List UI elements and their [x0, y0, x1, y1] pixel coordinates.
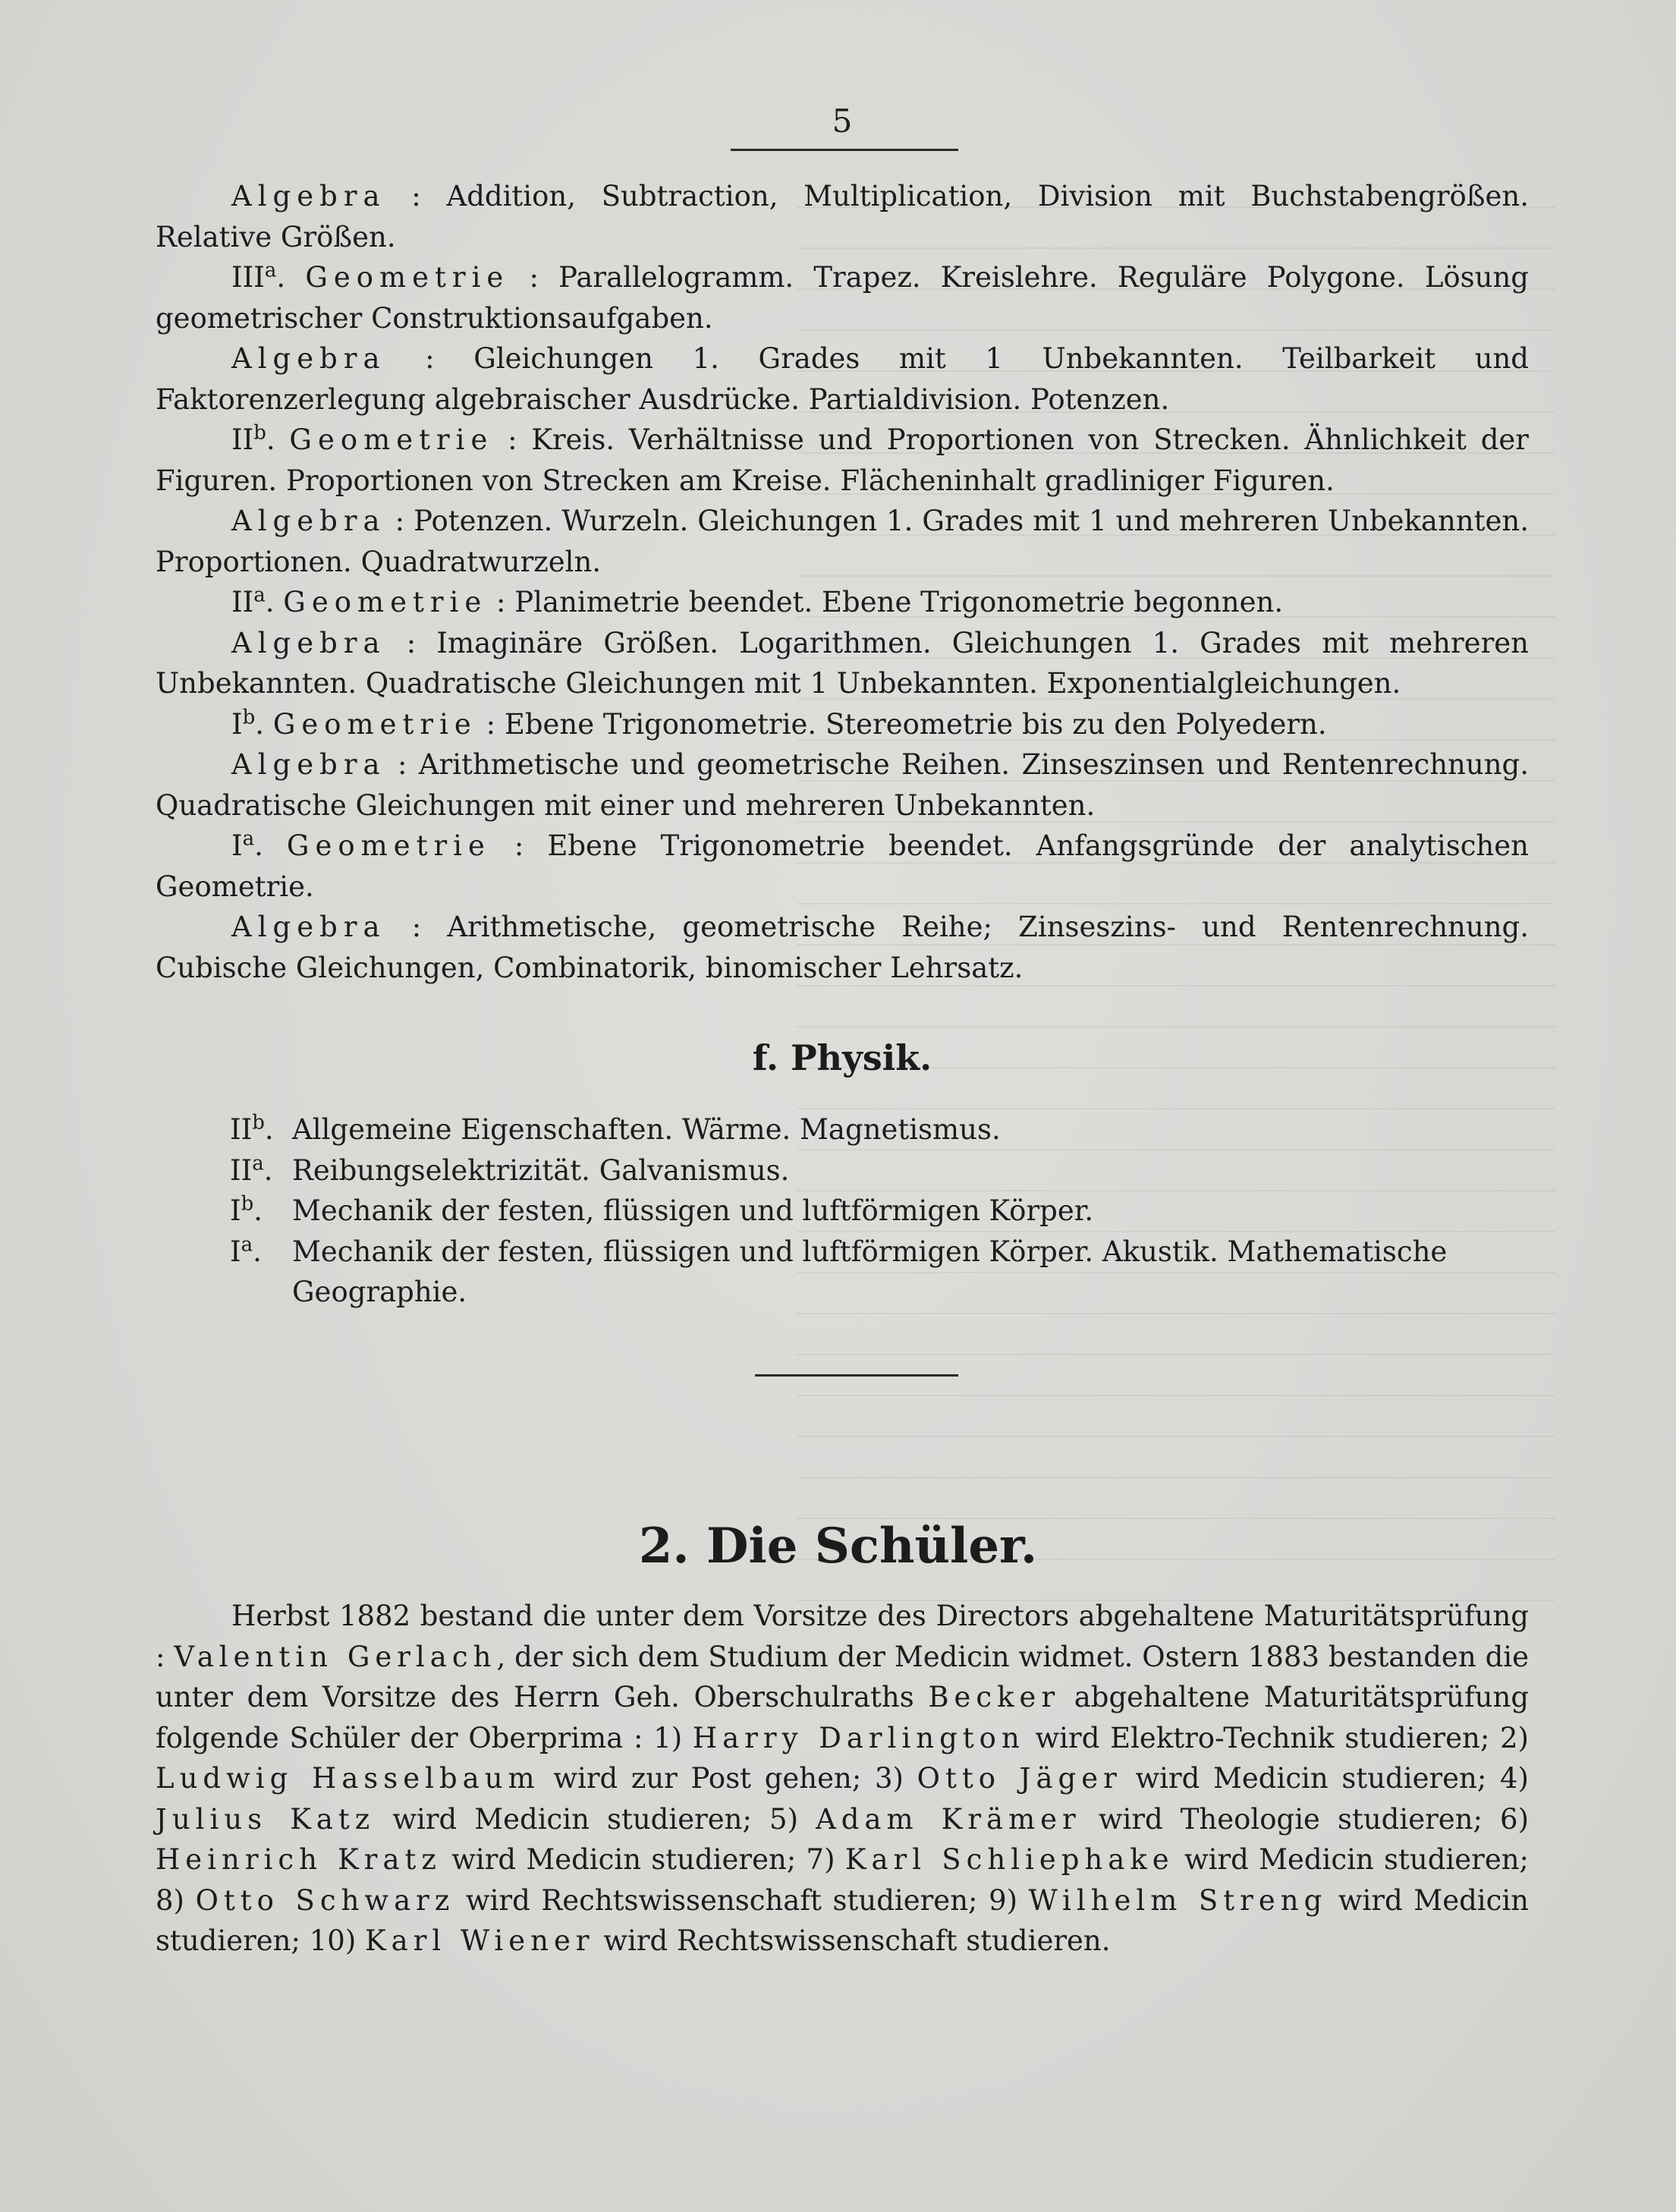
class-sup: a: [242, 827, 255, 851]
class-label: II: [231, 423, 254, 456]
curriculum-line: Algebra : Arithmetische, geometrische Reihe; Zinseszins- und Rentenrechnung. Cubische Gleichungen, Combinatorik, binomischer Lehrsatz.: [156, 911, 1529, 984]
curriculum-line: $I^b$. Geometrie : Ebene Trigonometrie. Stereometrie bis zu den Polyedern.: [231, 706, 1327, 741]
curriculum-section: [156, 176, 1529, 1313]
curriculum-line: Algebra : Arithmetische und geometrische Reihen. Zinseszinsen und Rentenrechnung. Quadratische Gleichungen mit einer und mehreren Unbekannten.: [156, 748, 1529, 822]
student-name: Heinrich Kratz: [156, 1843, 442, 1876]
curriculum-line: $I^a$. Geometrie : Ebene Trigonometrie beendet. Anfangsgründe der analytischen Geometrie.: [156, 827, 1529, 903]
physik-class: [230, 1109, 292, 1150]
physik-heading: f. Physik.: [752, 1037, 932, 1078]
subject-label: Algebra: [231, 748, 386, 781]
physik-text: Mechanik der festen, flüssigen und luftförmigen Körper.: [292, 1194, 1094, 1227]
text: abgehaltene Maturitätsprüfung folgende Schüler der Oberprima : 1): [156, 1681, 1530, 1754]
physik-line: [156, 1150, 1529, 1191]
curriculum-line: Algebra : Gleichungen 1. Grades mit 1 Unbekannten. Teilbarkeit und Faktorenzerlegung algebraischer Ausdrücke. Partialdivision. Potenzen.: [156, 342, 1529, 416]
topic-text: Gleichungen 1. Grades mit 1 Unbekannten. Teilbarkeit und Faktorenzerlegung algebraischer Ausdrücke. Partialdivision. Potenzen.: [156, 342, 1529, 416]
subject-label: Geometrie: [289, 423, 494, 456]
curriculum-line: $II^a$. Geometrie : Planimetrie beendet. Ebene Trigonometrie begonnen.: [231, 584, 1284, 618]
student-name: Wilhelm Streng: [1028, 1883, 1328, 1917]
class-sup: b: [253, 421, 266, 445]
class-label: I: [230, 1235, 241, 1268]
class-sup: a: [253, 584, 266, 607]
subject-label: Geometrie: [286, 829, 491, 862]
text: Herbst 1882 bestand die unter dem Vorsitze des Directors abgehaltene Maturitätsprüfung :: [156, 1600, 1529, 1673]
text: , der sich dem Studium der Medicin widmet. Ostern 1883 bestanden die unter dem Vorsitze des Herrn Geh. Oberschulraths: [156, 1640, 1530, 1713]
physik-class: [230, 1232, 292, 1313]
physik-line: [156, 1109, 1529, 1150]
topic-text: Imaginäre Größen. Logarithmen. Gleichungen 1. Grades mit mehreren Unbekannten. Quadratische Gleichungen mit 1 Unbekannten. Exponentialgleichungen.: [156, 626, 1529, 700]
class-dot: .: [263, 1153, 273, 1187]
student-name: Valentin Gerlach: [174, 1640, 497, 1673]
class-label: I: [231, 829, 243, 862]
topic-text: Addition, Subtraction, Multiplication, Division mit Buchstabengrößen. Relative Größen.: [156, 180, 1529, 253]
subject-label: Algebra: [231, 342, 386, 375]
class-sup: b: [241, 1192, 254, 1216]
header-rule: [731, 149, 958, 151]
topic-text: Planimetrie beendet. Ebene Trigonometrie begonnen.: [514, 586, 1284, 618]
student-name: Harry Darlington: [692, 1721, 1025, 1754]
physik-line: [156, 1191, 1529, 1232]
text: wird Rechtswissenschaft studieren.: [603, 1924, 1111, 1957]
topic-text: Parallelogramm. Trapez. Kreislehre. Reguläre Polygone. Lösung geometrischer Construktionsaufgaben.: [156, 261, 1529, 335]
subject-label: Algebra: [231, 911, 386, 943]
physik-text: Allgemeine Eigenschaften. Wärme. Magnetismus.: [292, 1113, 1001, 1146]
topic-text: Arithmetische und geometrische Reihen. Zinseszinsen und Rentenrechnung. Quadratische Gleichungen mit einer und mehreren Unbekannten.: [156, 748, 1529, 822]
student-name: Karl Wiener: [365, 1924, 595, 1957]
physik-line: [156, 1232, 1529, 1313]
physik-class: [230, 1150, 292, 1191]
text: wird Medicin studieren; 8): [156, 1843, 1530, 1917]
class-label: I: [230, 1194, 241, 1227]
schueler-heading: 2. Die Schüler.: [638, 1518, 1038, 1575]
student-name: Karl Schliephake: [844, 1843, 1174, 1876]
student-name: Ludwig Hasselbaum: [156, 1762, 540, 1795]
class-sup: a: [241, 1233, 253, 1257]
subject-label: Geometrie: [305, 261, 510, 294]
curriculum-line: Algebra : Potenzen. Wurzeln. Gleichungen 1. Grades mit 1 und mehreren Unbekannten. Proportionen. Quadratwurzeln.: [156, 505, 1529, 578]
class-sup: b: [252, 1111, 265, 1134]
subject-label: Geometrie: [283, 586, 488, 618]
topic-text: Kreis. Verhältnisse und Proportionen von Strecken. Ähnlichkeit der Figuren. Proportionen von Strecken am Kreise. Flächeninhalt gradliniger Figuren.: [156, 423, 1529, 497]
physik-text: Reibungselektrizität. Galvanismus.: [292, 1153, 790, 1187]
topic-text: Potenzen. Wurzeln. Gleichungen 1. Grades mit 1 und mehreren Unbekannten. Proportionen. Quadratwurzeln.: [156, 505, 1529, 578]
student-name: Julius Katz: [156, 1802, 376, 1836]
student-name: Adam Krämer: [816, 1802, 1081, 1836]
subject-label: Algebra: [231, 180, 386, 212]
class-dot: .: [253, 1235, 262, 1268]
curriculum-line: Algebra : Imaginäre Größen. Logarithmen. Gleichungen 1. Grades mit mehreren Unbekannten. Quadratische Gleichungen mit 1 Unbekannten. Exponentialgleichungen.: [156, 626, 1529, 700]
subject-label: Algebra: [231, 626, 386, 659]
text: wird Theologie studieren; 6): [1098, 1802, 1530, 1836]
text: wird Medicin studieren; 5): [392, 1802, 799, 1836]
section-rule: [755, 1374, 958, 1377]
topic-text: Ebene Trigonometrie. Stereometrie bis zu den Polyedern.: [504, 707, 1327, 741]
subject-label: Geometrie: [272, 707, 477, 741]
class-label: III: [231, 261, 265, 294]
subject-label: Algebra: [231, 505, 386, 537]
curriculum-line: $II^b$. Geometrie : Kreis. Verhältnisse und Proportionen von Strecken. Ähnlichkeit der Figuren. Proportionen von Strecken am Kreise. Flächeninhalt gradliniger Figuren.: [156, 421, 1529, 497]
curriculum-line: Algebra : Addition, Subtraction, Multiplication, Division mit Buchstabengrößen. Relative Größen.: [156, 180, 1529, 253]
class-sup: a: [264, 259, 277, 282]
official-name: Becker: [928, 1681, 1061, 1713]
text: wird Medicin studieren; 7): [451, 1843, 835, 1876]
text: wird Elektro-Technik studieren; 2): [1035, 1721, 1529, 1754]
class-dot: .: [253, 1194, 263, 1227]
physik-class: [230, 1191, 292, 1232]
class-sup: b: [242, 706, 256, 729]
page-number: 5: [832, 102, 853, 140]
text: wird Medicin studieren; 4): [1135, 1762, 1529, 1795]
topic-text: Arithmetische, geometrische Reihe; Zinseszins- und Rentenrechnung. Cubische Gleichungen, Combinatorik, binomischer Lehrsatz.: [156, 911, 1529, 984]
class-label: II: [230, 1113, 253, 1146]
physik-text: Mechanik der festen, flüssigen und luftförmigen Körper. Akustik. Mathematische Geographie.: [292, 1235, 1448, 1308]
topic-text: Ebene Trigonometrie beendet. Anfangsgründe der analytischen Geometrie.: [156, 829, 1529, 903]
class-label: II: [230, 1153, 253, 1187]
text: wird zur Post gehen; 3): [553, 1762, 904, 1795]
student-name: Otto Jäger: [917, 1762, 1122, 1795]
class-sup: a: [252, 1152, 264, 1175]
text: wird Medicin studieren; 10): [156, 1883, 1529, 1957]
text: wird Rechtswissenschaft studieren; 9): [465, 1883, 1018, 1917]
class-label: I: [231, 707, 243, 741]
curriculum-line: III$^a$. Geometrie : Parallelogramm. Trapez. Kreislehre. Reguläre Polygone. Lösung geometrischer Construktionsaufgaben.: [156, 259, 1529, 335]
schueler-paragraph: [156, 1596, 1529, 1962]
schueler-section: [156, 1596, 1529, 1962]
class-dot: .: [264, 1113, 274, 1146]
class-label: II: [231, 586, 254, 618]
student-name: Otto Schwarz: [195, 1883, 455, 1917]
